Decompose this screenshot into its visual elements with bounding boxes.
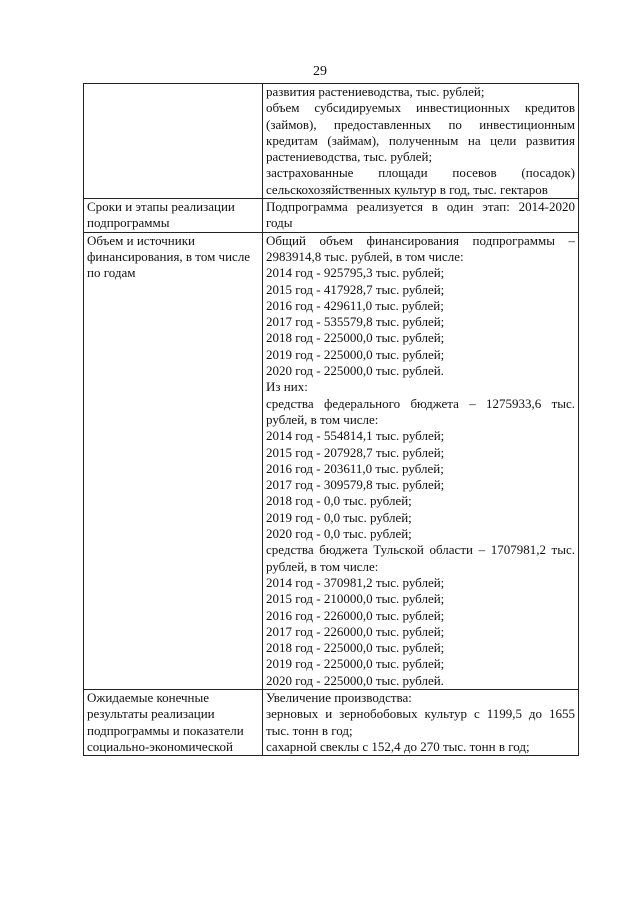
funding-year-line: 2017 год - 226000,0 тыс. рублей; bbox=[266, 623, 445, 639]
table-row bbox=[84, 689, 579, 755]
value-paragraph: Подпрограмма реализуется в один этап: 2014-2020 годы bbox=[266, 199, 575, 231]
value-paragraph: развития растениеводства, тыс. рублей; bbox=[266, 84, 485, 99]
funding-year-line: 2020 год - 225000,0 тыс. рублей. bbox=[266, 363, 444, 379]
funding-year-line: 2020 год - 225000,0 тыс. рублей. bbox=[266, 672, 444, 688]
table-row bbox=[84, 199, 579, 233]
row-value bbox=[263, 232, 579, 689]
funding-year-line: 2017 год - 309579,8 тыс. рублей; bbox=[266, 477, 445, 493]
table-row bbox=[84, 84, 579, 199]
funding-year-line: 2019 год - 0,0 тыс. рублей; bbox=[266, 509, 412, 525]
row-label: Сроки и этапы реализации подпрограммы bbox=[84, 199, 263, 233]
funding-year-line: 2018 год - 0,0 тыс. рублей; bbox=[266, 493, 412, 509]
funding-year-line: 2019 год - 225000,0 тыс. рублей; bbox=[266, 346, 445, 362]
funding-year-line: 2018 год - 225000,0 тыс. рублей; bbox=[266, 640, 445, 656]
funding-year-line: 2014 год - 370981,2 тыс. рублей; bbox=[266, 574, 445, 590]
funding-year-line: 2015 год - 207928,7 тыс. рублей; bbox=[266, 444, 445, 460]
row-label: Ожидаемые конечные результаты реализации подпрограммы и показатели социально-экономической bbox=[84, 689, 263, 755]
row-value bbox=[263, 199, 579, 233]
funding-year-line: 2015 год - 210000,0 тыс. рублей; bbox=[266, 591, 445, 607]
funding-year-line: 2016 год - 226000,0 тыс. рублей; bbox=[266, 607, 445, 623]
value-paragraph: застрахованные площади посевов (посадок) сельскохозяйственных культур в год, тыс. гектаров bbox=[266, 165, 575, 197]
value-paragraph: Увеличение производства: bbox=[266, 689, 412, 705]
regional-budget-paragraph: средства бюджета Тульской области – 1707981,2 тыс. рублей, в том числе: bbox=[266, 542, 575, 574]
value-paragraph: объем субсидируемых инвестиционных кредитов (займов), предоставленных по инвестиционным кредитам (займам), полученным на цели развития растениеводства, тыс. рублей; bbox=[266, 100, 575, 165]
funding-year-line: 2014 год - 925795,3 тыс. рублей; bbox=[266, 265, 445, 281]
funding-year-line: 2015 год - 417928,7 тыс. рублей; bbox=[266, 281, 445, 297]
subprogram-passport-table bbox=[83, 83, 579, 756]
row-value bbox=[263, 84, 579, 199]
funding-year-line: 2014 год - 554814,1 тыс. рублей; bbox=[266, 428, 445, 444]
funding-year-line: 2020 год - 0,0 тыс. рублей; bbox=[266, 526, 412, 542]
funding-subheading: Из них: bbox=[266, 379, 308, 395]
value-paragraph: сахарной свеклы с 152,4 до 270 тыс. тонн в год; bbox=[266, 738, 530, 754]
federal-budget-paragraph: средства федерального бюджета – 1275933,6 тыс. рублей, в том числе: bbox=[266, 395, 575, 427]
row-label: Объем и источники финансирования, в том числе по годам bbox=[84, 232, 263, 689]
funding-year-line: 2018 год - 225000,0 тыс. рублей; bbox=[266, 330, 445, 346]
value-paragraph: зерновых и зернобобовых культур с 1199,5 до 1655 тыс. тонн в год; bbox=[266, 706, 575, 738]
row-label bbox=[84, 84, 263, 199]
funding-year-line: 2016 год - 203611,0 тыс. рублей; bbox=[266, 460, 444, 476]
funding-year-line: 2019 год - 225000,0 тыс. рублей; bbox=[266, 656, 445, 672]
table-row bbox=[84, 232, 579, 689]
funding-year-line: 2017 год - 535579,8 тыс. рублей; bbox=[266, 314, 445, 330]
row-value bbox=[263, 689, 579, 755]
funding-year-line: 2016 год - 429611,0 тыс. рублей; bbox=[266, 297, 444, 313]
value-paragraph: Общий объем финансирования подпрограммы – 2983914,8 тыс. рублей, в том числе: bbox=[266, 232, 575, 264]
page-number: 29 bbox=[313, 64, 327, 79]
